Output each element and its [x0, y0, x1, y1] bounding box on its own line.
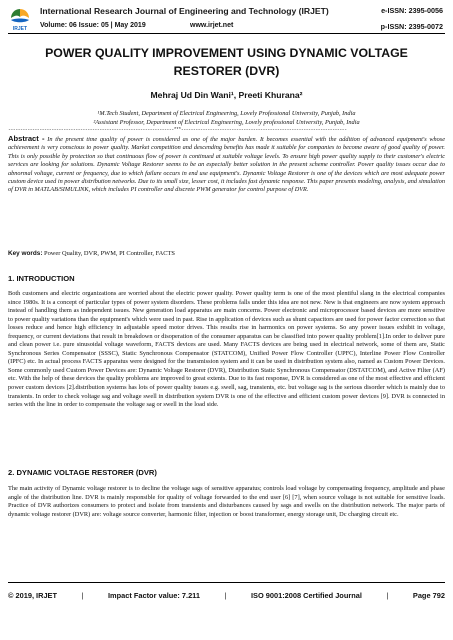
svg-text:IRJET: IRJET — [12, 26, 28, 31]
page-number: Page 792 — [412, 591, 445, 600]
dvr-paragraph: The main activity of Dynamic voltage restorer is to decline the voltage sags of sensitive apparatus; controls load voltage by compensating frequency, amplitude and phase angle of the distribution line. DVR is mainly responsible for quality of voltage forwarded to the end user [6] [7], when source voltage is not suitable for sensitive loads. Practice of DVR authorizes consumers to protect and isolate from transients and disturbances caused by sags and swells on the distribution network. The major parts of dynamic voltage restorer (DVR) are: voltage source converter, harmonic filter, injection or boost transformer, energy storage unit, Dc charging circuit etc. — [8, 485, 445, 518]
footer-divider: | — [224, 591, 227, 600]
section-heading-dvr: 2. DYNAMIC VOLTAGE RESTORER (DVR) — [8, 468, 157, 477]
keywords-label: Key words: — [8, 250, 43, 257]
footer-divider: | — [81, 591, 84, 600]
page-footer — [8, 591, 445, 600]
journal-title: International Research Journal of Engineering and Technology (IRJET) — [40, 6, 329, 16]
eissn: e-ISSN: 2395-0056 — [381, 6, 443, 15]
journal-website: www.irjet.net — [190, 22, 234, 29]
footer-divider: | — [386, 591, 389, 600]
authors: Mehraj Ud Din Wani¹, Preeti Khurana² — [150, 90, 303, 100]
journal-logo — [7, 7, 33, 31]
footer-rule — [8, 582, 445, 583]
abstract — [8, 135, 445, 195]
iso-certification: ISO 9001:2008 Certified Journal — [250, 591, 362, 600]
paper-title — [20, 44, 433, 80]
header-rule — [8, 33, 445, 34]
separator-line: ---------------------------------------------------------------------***--------------------------------------------------------------------- — [8, 127, 347, 133]
abstract-label: Abstract - — [8, 134, 45, 143]
copyright: © 2019, IRJET — [8, 591, 57, 600]
keywords-text: Power Quality, DVR, PWM, PI Controller, FACTS — [42, 250, 175, 257]
volume-issue: Volume: 06 Issue: 05 | May 2019 — [40, 22, 146, 29]
affiliation-1: ¹M.Tech Student, Department of Electrical Engineering, Lovely Professional University, Punjab, India — [97, 110, 356, 117]
affiliation-2: ²Assistant Professor, Department of Electrical Engineering, Lovely professional University, Punjab, India — [93, 119, 360, 126]
paper-title-line2: RESTORER (DVR) — [173, 64, 280, 78]
pissn: p-ISSN: 2395-0072 — [380, 22, 443, 31]
abstract-text: In the present time quality of power is considered as one of the major burden. It becomes essential with the addition of advanced equipment's whose achievement is very conscious to power quality. Market competition and descending benefits has made it suitable for companies to become aware of good quality of power. This is only possible by protection so that continuous flow of power is continued at suitable voltage levels. To ensure high power quality supply to their customer's electric services are looking for solutions. Dynamic Voltage Restorer seems to be an especially better solution in the present scheme controller. Power quality issues occur due to abnormal voltage, current or frequency, due to which failure occurs in end use equipment's. Dynamic Voltage Restorer is one of the devices which are most adequate power custom device used in power distribution networks. Due to its small size, lesser cost, it includes fast dynamic response. This paper presents modeling, analysis, and simulation of DVR in MATLAB/SIMULINK, which includes PI controller and discrete PWM generator for control purpose of DVR. — [8, 136, 445, 194]
paper-title-line1: POWER QUALITY IMPROVEMENT USING DYNAMIC VOLTAGE — [45, 46, 408, 60]
keywords — [8, 250, 445, 258]
impact-factor: Impact Factor value: 7.211 — [107, 591, 200, 600]
section-heading-introduction: 1. INTRODUCTION — [8, 274, 75, 283]
introduction-paragraph: Both customers and electric organizations are worried about the electric power quality. Power quality term is one of the most plentiful slang in the electrical companies since 1980s. It is a concept of particular types of power system disorders. These problems falls under this idea are not new. New is that engineers are now system approach instead of handling them as independent issues. New generation load apparatus are main concerns. Power electronic and microprocessor based devices are more sensitive to power quality variations than the equipment's which were used in past. Rise in application of devices such as shunt capacitors are used for power factor correction so that losses reduce and hence high efficiency in adjustable speed motor drives. This results rise in harmonics on power systems. So any power issues exhibit in voltage, frequency, or current deviations that result in breakdown or disoperation of the consumer apparatus can be classified into power quality problem[1].In order to deliver pure and clean power i.e. pure sinusoidal voltage waveform, FACTS devices are used. Many FACTS devices are being used in electrical network, some of them are, Static Synchronous Series Compensator (SSSC), Static Synchronous Compensator (STATCOM), Unified Power Flow Controller (UPFC), Interline Power Flow Controller (IPFC) etc. In actual process FACTS apparatus were designed for the transmission system and it can be used in distribution system also, named as Custom Power Devices. Some commonly used Custom Power Devices are: Dynamic Voltage Restorer (DVR), Distribution Static Synchronous Compensator (DSTATCOM), and Active Filter (AF) etc. With the help of these devices the quality problems are improved to great extents. Due to its fast response, DVR is considered as one of the most effective and efficient power custom devices [2].distribution systems has lots of power quality issues e.g. swell, sag, transients, etc. but voltage sag is the serious disorder which is mainly due to transients. In order to check voltage sag and voltage swell in distribution system DVR is one of the effective and efficient custom power devices [9]. DVR is connected in series with the line in order to compensate the voltage sag or swell in the load side. — [8, 290, 445, 409]
